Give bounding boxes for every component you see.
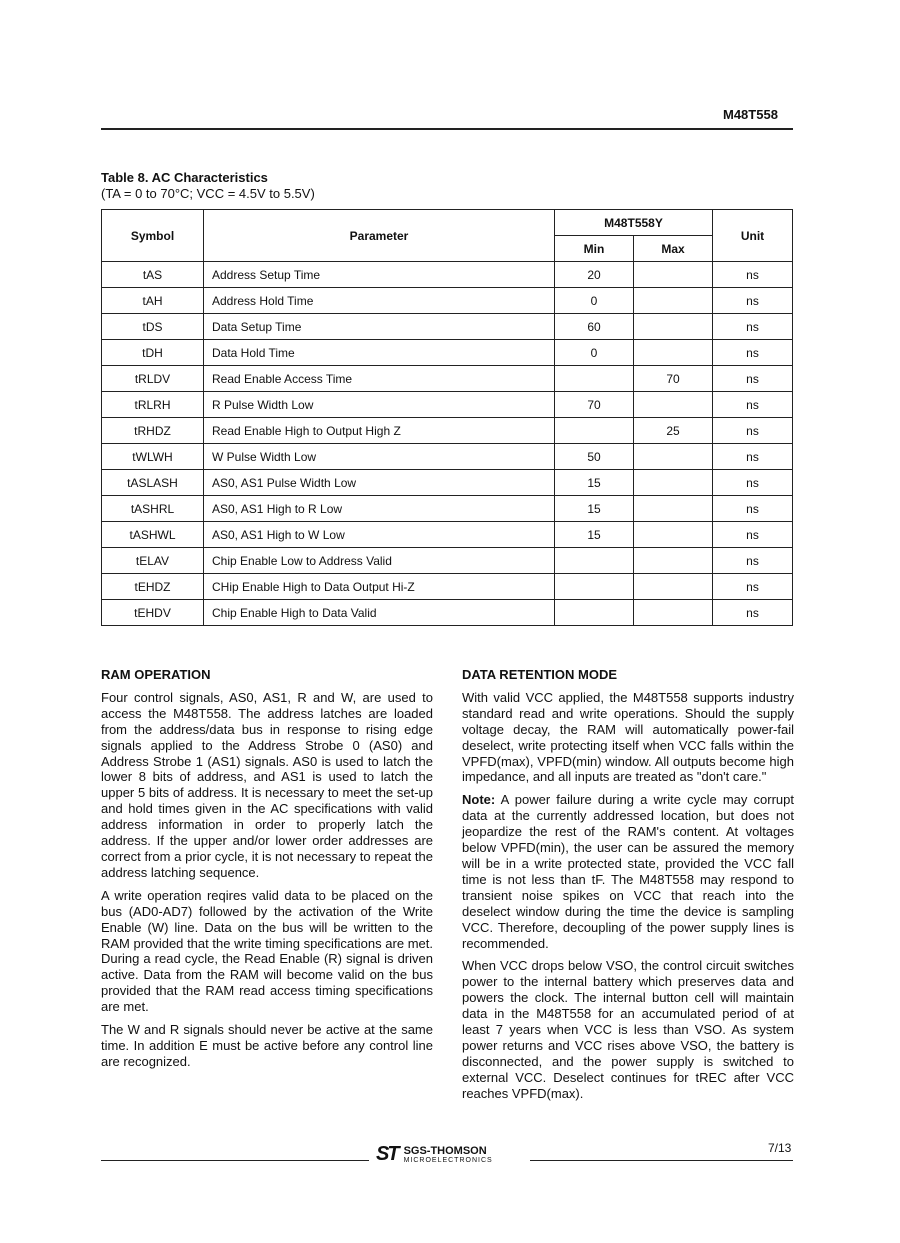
part-number-header: M48T558 <box>723 107 778 122</box>
min-cell: 50 <box>555 444 634 470</box>
unit-cell: ns <box>713 314 793 340</box>
max-cell <box>634 496 713 522</box>
min-cell <box>555 574 634 600</box>
min-cell: 70 <box>555 392 634 418</box>
min-cell: 60 <box>555 314 634 340</box>
max-cell <box>634 314 713 340</box>
max-cell <box>634 288 713 314</box>
symbol-cell: tRLRH <box>102 392 204 418</box>
page-number: 7/13 <box>768 1141 792 1155</box>
unit-cell: ns <box>713 574 793 600</box>
data-retention-note <box>462 792 794 951</box>
company-logo <box>376 1143 493 1166</box>
header-min: Min <box>555 236 634 262</box>
parameter-cell: Data Hold Time <box>204 340 555 366</box>
min-cell: 15 <box>555 496 634 522</box>
parameter-cell: Data Setup Time <box>204 314 555 340</box>
table-row <box>102 470 793 496</box>
symbol-cell: tRLDV <box>102 366 204 392</box>
parameter-cell: W Pulse Width Low <box>204 444 555 470</box>
logo-text: SGS-THOMSON <box>403 1144 487 1157</box>
ram-operation-heading: RAM OPERATION <box>101 667 211 682</box>
ram-operation-paragraph-3: The W and R signals should never be active at the same time. In addition E must be active before any control line are recognized. <box>101 1022 433 1069</box>
max-cell: 70 <box>634 366 713 392</box>
table-row <box>102 262 793 288</box>
parameter-cell: Read Enable Access Time <box>204 366 555 392</box>
header-rule <box>101 128 793 130</box>
footer-rule-right <box>530 1160 793 1161</box>
unit-cell: ns <box>713 548 793 574</box>
min-cell: 0 <box>555 340 634 366</box>
table-row <box>102 496 793 522</box>
table-body <box>102 262 793 626</box>
max-cell <box>634 340 713 366</box>
table-conditions: (TA = 0 to 70°C; VCC = 4.5V to 5.5V) <box>101 186 315 201</box>
parameter-cell: Chip Enable High to Data Valid <box>204 600 555 626</box>
symbol-cell: tELAV <box>102 548 204 574</box>
parameter-cell: Chip Enable Low to Address Valid <box>204 548 555 574</box>
parameter-cell: Address Hold Time <box>204 288 555 314</box>
max-cell <box>634 392 713 418</box>
symbol-cell: tDS <box>102 314 204 340</box>
header-unit: Unit <box>713 210 793 262</box>
parameter-cell: Address Setup Time <box>204 262 555 288</box>
unit-cell: ns <box>713 470 793 496</box>
symbol-cell: tAH <box>102 288 204 314</box>
parameter-cell: CHip Enable High to Data Output Hi-Z <box>204 574 555 600</box>
max-cell <box>634 470 713 496</box>
min-cell: 20 <box>555 262 634 288</box>
header-max: Max <box>634 236 713 262</box>
parameter-cell: AS0, AS1 High to W Low <box>204 522 555 548</box>
ram-operation-paragraph-2: A write operation reqires valid data to be placed on the bus (AD0-AD7) followed by the activation of the Write Enable (W) line. Data on the bus will be written to the RAM provided that the write timing specifications are met. During a read cycle, the Read Enable (R) signal is driven active. Data from the RAM will become valid on the bus provided that the RAM read access timing specifications are met. <box>101 887 433 1015</box>
unit-cell: ns <box>713 418 793 444</box>
unit-cell: ns <box>713 522 793 548</box>
ram-operation-paragraph-1: Four control signals, AS0, AS1, R and W, are used to access the M48T558. The address latches are loaded from the address/data bus in response to rising edge signals applied to the Address Strobe 0 (AS0) and Address Strobe 1 (AS1) signals. AS0 is used to latch the lower 8 bits of address, and AS1 is used to latch the upper 5 bits of address. It is necessary to meet the set-up and hold times given in the AC specifications with valid address information in order to properly latch the address. If the upper and/or lower order addresses are correct from a prior cycle, it is not necessary to repeat the address latching sequence. <box>101 689 433 880</box>
table-title: Table 8. AC Characteristics <box>101 170 268 185</box>
unit-cell: ns <box>713 444 793 470</box>
max-cell: 25 <box>634 418 713 444</box>
min-cell: 15 <box>555 522 634 548</box>
note-text: A power failure during a write cycle may corrupt data at the currently addressed location, but does not jeopardize the rest of the RAM's content. At voltages below VPFD(min), the user can be assured the memory will be in a write protected state, provided the VCC fall time is not less than tF. The M48T558 may respond to transient noise spikes on VCC that reach into the deselect window during the time the device is sampling VCC. Therefore, decoupling of the power supply lines is recommended. <box>462 792 794 951</box>
parameter-cell: AS0, AS1 High to R Low <box>204 496 555 522</box>
table-row <box>102 366 793 392</box>
ac-characteristics-table <box>101 209 793 626</box>
symbol-cell: tRHDZ <box>102 418 204 444</box>
data-retention-heading: DATA RETENTION MODE <box>462 667 618 682</box>
symbol-cell: tWLWH <box>102 444 204 470</box>
header-parameter: Parameter <box>204 210 555 262</box>
table-row <box>102 314 793 340</box>
header-symbol: Symbol <box>102 210 204 262</box>
symbol-cell: tASHRL <box>102 496 204 522</box>
max-cell <box>634 574 713 600</box>
unit-cell: ns <box>713 496 793 522</box>
min-cell <box>555 548 634 574</box>
symbol-cell: tEHDV <box>102 600 204 626</box>
unit-cell: ns <box>713 262 793 288</box>
min-cell <box>555 600 634 626</box>
parameter-cell: AS0, AS1 Pulse Width Low <box>204 470 555 496</box>
ram-operation-section <box>101 667 433 1077</box>
symbol-cell: tASLASH <box>102 470 204 496</box>
note-label: Note: <box>462 792 496 808</box>
unit-cell: ns <box>713 288 793 314</box>
data-retention-paragraph-3: When VCC drops below VSO, the control circuit switches power to the internal battery which preserves data and powers the clock. The internal button cell will maintain data in the M48T558 for an accumulated period of at least 7 years when VCC is less than VSO. As system power returns and VCC rises above VSO, the battery is disconnected, and the power supply is switched to external VCC. Deselect continues for tREC after VCC reaches VPFD(max). <box>462 958 794 1101</box>
min-cell <box>555 366 634 392</box>
logo-wordmark <box>404 1146 493 1164</box>
unit-cell: ns <box>713 366 793 392</box>
symbol-cell: tDH <box>102 340 204 366</box>
table-row <box>102 444 793 470</box>
unit-cell: ns <box>713 392 793 418</box>
table-row <box>102 548 793 574</box>
table-row <box>102 600 793 626</box>
table-row <box>102 288 793 314</box>
data-retention-section <box>462 667 794 1109</box>
table-row <box>102 418 793 444</box>
symbol-cell: tASHWL <box>102 522 204 548</box>
symbol-cell: tEHDZ <box>102 574 204 600</box>
min-cell: 0 <box>555 288 634 314</box>
data-retention-paragraph-1: With valid VCC applied, the M48T558 supports industry standard read and write operations. Should the supply voltage decay, the RAM will automatically power-fail deselect, write protecting itself when VCC falls within the VPFD(max), VPFD(min) window. All outputs become high impedance, and all inputs are treated as "don't care." <box>462 689 794 785</box>
parameter-cell: R Pulse Width Low <box>204 392 555 418</box>
max-cell <box>634 262 713 288</box>
min-cell: 15 <box>555 470 634 496</box>
table-row <box>102 392 793 418</box>
table-row <box>102 340 793 366</box>
logo-subtext: MICROELECTRONICS <box>403 1156 493 1164</box>
min-cell <box>555 418 634 444</box>
header-device: M48T558Y <box>555 210 713 236</box>
table-row <box>102 522 793 548</box>
unit-cell: ns <box>713 600 793 626</box>
footer-rule-left <box>101 1160 369 1161</box>
symbol-cell: tAS <box>102 262 204 288</box>
unit-cell: ns <box>713 340 793 366</box>
max-cell <box>634 522 713 548</box>
table-row <box>102 574 793 600</box>
max-cell <box>634 600 713 626</box>
st-logo-mark: ST <box>376 1143 398 1165</box>
parameter-cell: Read Enable High to Output High Z <box>204 418 555 444</box>
max-cell <box>634 548 713 574</box>
max-cell <box>634 444 713 470</box>
